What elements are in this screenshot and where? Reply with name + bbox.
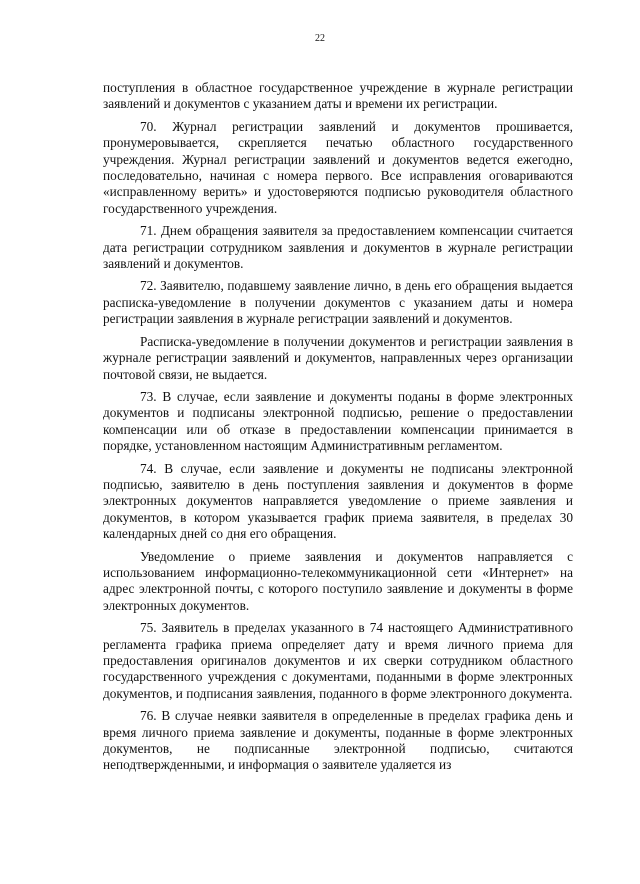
paragraph-continuation: поступления в областное государственное учреждение в журнале регистрации заявлений и документов с указанием даты и времени их регистрации. — [103, 80, 573, 112]
paragraph-76: 76. В случае неявки заявителя в определенные в пределах графика день и время личного приема заявление и документы, поданные в форме электронных документов, не подписанные электронной подписью, считаются неподтвержденными, и информация о заявителе удаляется из — [103, 708, 573, 773]
paragraph-72: 72. Заявителю, подавшему заявление лично, в день его обращения выдается расписка-уведомление в получении документов с указанием даты и номера регистрации заявления в журнале регистрации заявлений и документов. — [103, 278, 573, 327]
paragraph-71: 71. Днем обращения заявителя за предоставлением компенсации считается дата регистрации сотрудником заявления и документов в журнале регистрации заявлений и документов. — [103, 223, 573, 272]
paragraph-73: 73. В случае, если заявление и документы поданы в форме электронных документов и подписаны электронной подписью, решение о предоставлении компенсации или об отказе в предоставлении компенсации принимается в порядке, установленном настоящим Административным регламентом. — [103, 388, 573, 454]
paragraph-75: 75. Заявитель в пределах указанного в 74 настоящего Административного регламента графика приема определяет дату и время личного приема для предоставления оригиналов документов и их сверки сотрудником областного государственного учреждения с документами, поданными в форме электронных документов, и подписания заявления, поданного в форме электронного документа. — [103, 620, 573, 701]
document-body — [103, 80, 573, 780]
page-number: 22 — [315, 33, 325, 44]
paragraph-74: 74. В случае, если заявление и документы не подписаны электронной подписью, заявителю в день поступления заявления и документов в форме электронных документов направляется уведомление о приеме заявления и документов, в котором указывается график приема заявителя, в пределах 30 календарных дней со дня его обращения. — [103, 460, 573, 542]
paragraph-72-notice: Расписка-уведомление в получении документов и регистрации заявления в журнале регистрации заявлений и документов, направленных через организации почтовой связи, не выдается. — [103, 333, 573, 382]
paragraph-74-notice: Уведомление о приеме заявления и документов направляется с использованием информационно-телекоммуникационной сети «Интернет» на адрес электронной почты, с которого поступило заявление и документы в форме электронных документов. — [103, 548, 573, 613]
paragraph-70: 70. Журнал регистрации заявлений и документов прошивается, пронумеровывается, скрепляется печатью областного государственного учреждения. Журнал регистрации заявлений и документов ведется ежегодно, последовательно, начиная с номера первого. Все исправления оговариваются «исправленному верить» и удостоверяются подписью руководителя областного государственного учреждения. — [103, 118, 573, 216]
